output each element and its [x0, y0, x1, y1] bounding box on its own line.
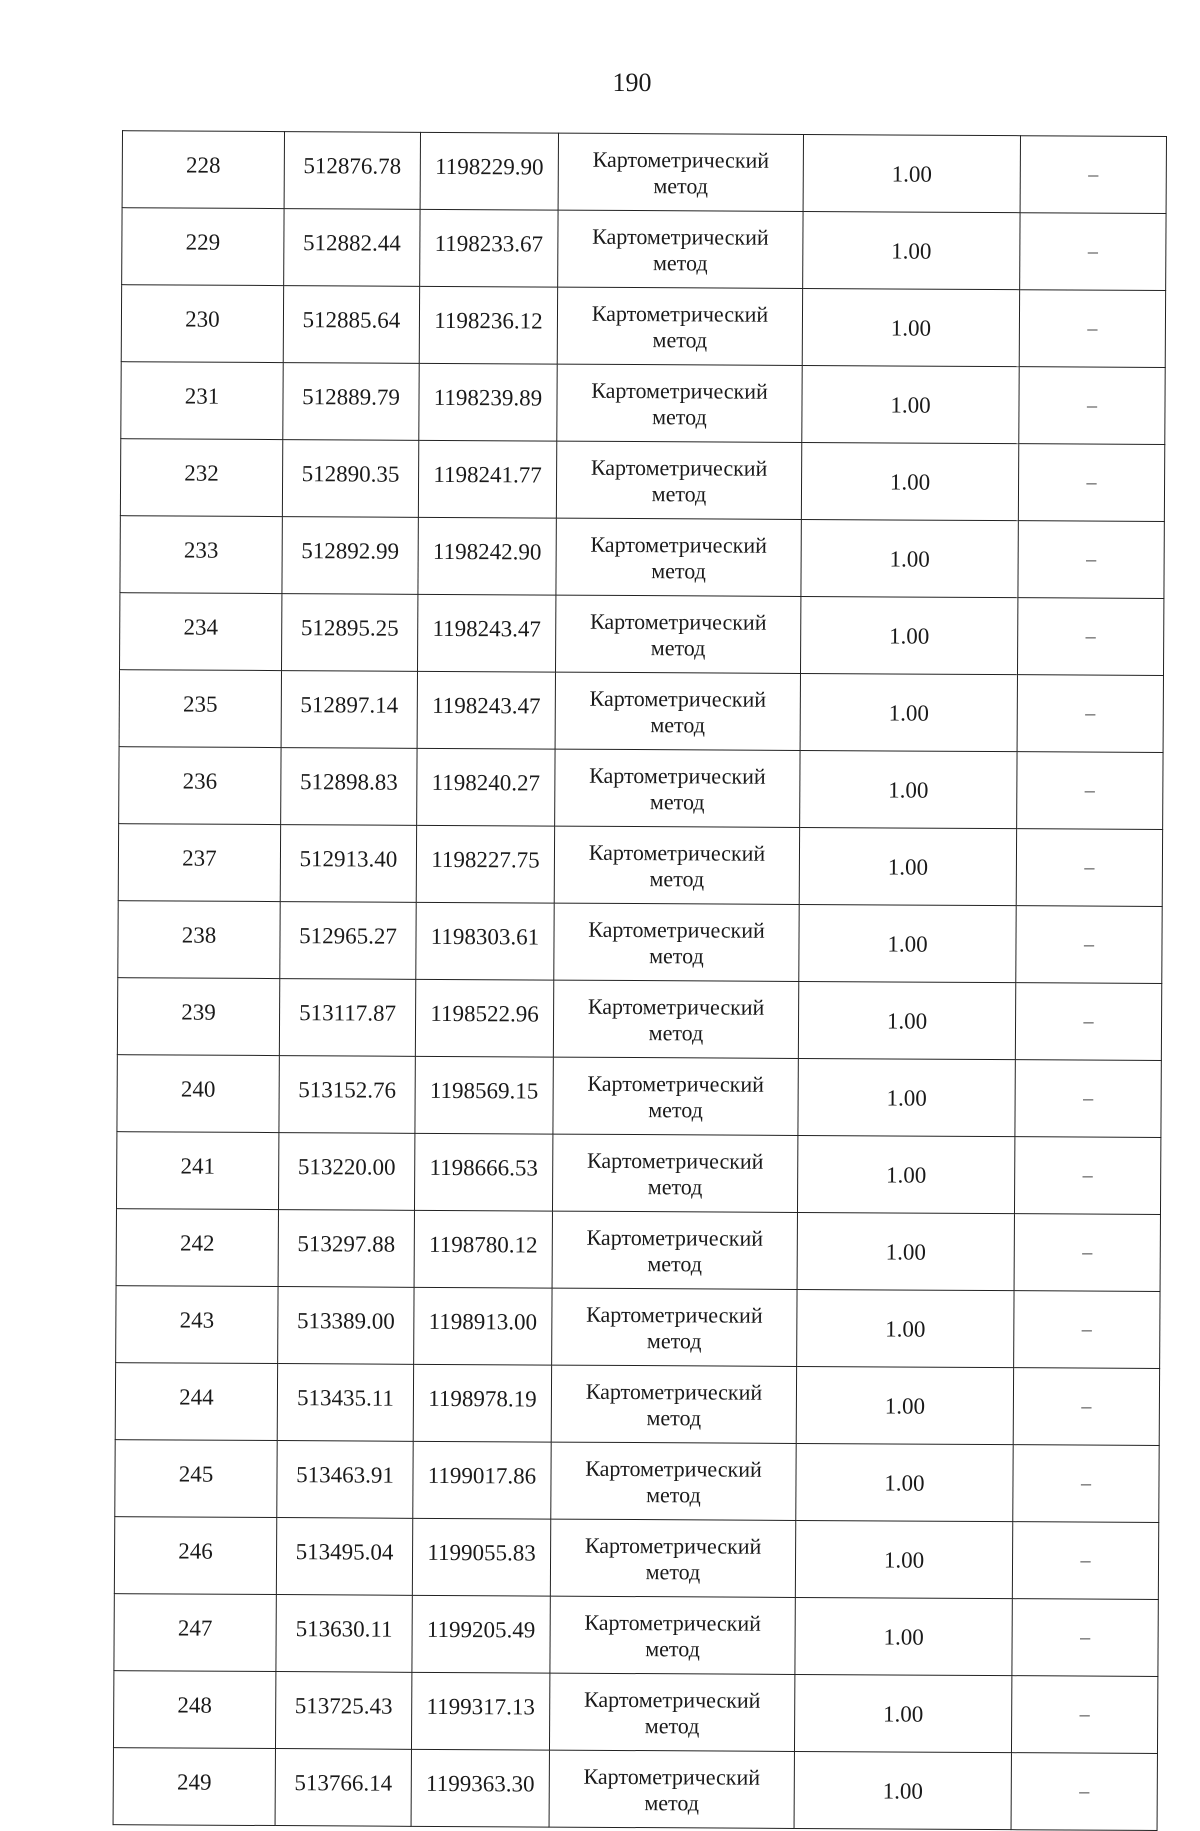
- method-line-2: метод: [648, 1097, 703, 1123]
- y-coordinate-cell: 1199055.83: [412, 1518, 550, 1596]
- table-row: [118, 901, 1162, 984]
- method-cell: [558, 133, 803, 211]
- method-line-2: метод: [647, 1251, 703, 1277]
- method-line-2: метод: [649, 866, 705, 892]
- method-cell: [555, 749, 800, 827]
- method-cell: [557, 364, 802, 442]
- accuracy-cell: 1.00: [803, 211, 1020, 289]
- x-coordinate-cell: 512889.79: [283, 363, 419, 441]
- x-coordinate-cell: 512892.99: [282, 517, 418, 595]
- accuracy-cell: 1.00: [797, 1289, 1014, 1367]
- point-number-cell: 234: [120, 593, 282, 671]
- y-coordinate-cell: 1199363.30: [411, 1749, 549, 1827]
- table-row: [118, 824, 1162, 907]
- y-coordinate-cell: 1198241.77: [418, 440, 556, 518]
- y-coordinate-cell: 1198522.96: [415, 979, 553, 1057]
- method-cell: [553, 1057, 798, 1135]
- method-line-1: Картометрический: [590, 454, 768, 481]
- method-cell: [551, 1442, 796, 1520]
- x-coordinate-cell: 513152.76: [279, 1056, 415, 1134]
- method-cell: [558, 210, 803, 288]
- point-number-cell: 229: [122, 208, 284, 286]
- point-number-cell: 228: [122, 131, 284, 209]
- method-cell: [552, 1211, 797, 1289]
- y-coordinate-cell: 1199017.86: [413, 1441, 551, 1519]
- method-line-1: Картометрический: [585, 1455, 762, 1482]
- x-coordinate-cell: 512885.64: [283, 286, 419, 364]
- table-row: [117, 978, 1161, 1061]
- method-line-2: метод: [651, 558, 706, 584]
- method-line-1: Картометрический: [583, 1763, 761, 1790]
- accuracy-cell: 1.00: [801, 519, 1018, 597]
- accuracy-cell: 1.00: [800, 750, 1017, 828]
- page-number: 190: [612, 68, 652, 97]
- note-cell: –: [1017, 675, 1163, 753]
- method-line-1: Картометрический: [592, 146, 770, 173]
- method-cell: [551, 1365, 796, 1443]
- method-line-2: метод: [651, 481, 707, 507]
- accuracy-cell: 1.00: [795, 1520, 1012, 1598]
- x-coordinate-cell: 512882.44: [284, 209, 420, 287]
- y-coordinate-cell: 1198242.90: [418, 517, 556, 595]
- method-cell: [552, 1134, 797, 1212]
- note-cell: –: [1020, 213, 1166, 291]
- y-coordinate-cell: 1198240.27: [417, 748, 555, 826]
- method-line-1: Картометрический: [589, 608, 767, 635]
- y-coordinate-cell: 1198913.00: [414, 1287, 552, 1365]
- note-cell: –: [1015, 1060, 1161, 1138]
- accuracy-cell: 1.00: [794, 1751, 1011, 1829]
- note-cell: –: [1018, 521, 1164, 599]
- method-cell: [549, 1750, 794, 1828]
- table-row: [120, 516, 1164, 599]
- y-coordinate-cell: 1198666.53: [414, 1133, 552, 1211]
- table-row: [116, 1286, 1160, 1369]
- method-cell: [555, 672, 800, 750]
- point-number-cell: 243: [116, 1286, 278, 1364]
- method-cell: [556, 441, 801, 519]
- method-line-1: Картометрический: [592, 223, 769, 250]
- table-row: [113, 1671, 1157, 1754]
- method-line-2: метод: [649, 943, 704, 969]
- method-line-2: метод: [645, 1636, 700, 1662]
- point-number-cell: 233: [120, 516, 282, 594]
- y-coordinate-cell: 1198303.61: [416, 902, 554, 980]
- method-cell: [553, 980, 798, 1058]
- method-line-1: Картометрический: [591, 300, 769, 327]
- note-cell: –: [1014, 1137, 1160, 1215]
- accuracy-cell: 1.00: [796, 1366, 1013, 1444]
- method-cell: [550, 1519, 795, 1597]
- method-cell: [554, 826, 799, 904]
- x-coordinate-cell: 513117.87: [279, 979, 415, 1057]
- y-coordinate-cell: 1198978.19: [413, 1364, 551, 1442]
- y-coordinate-cell: 1198229.90: [420, 132, 558, 210]
- method-line-2: метод: [653, 173, 709, 199]
- point-number-cell: 235: [119, 670, 281, 748]
- table-row: [115, 1363, 1159, 1446]
- x-coordinate-cell: 513495.04: [276, 1518, 412, 1596]
- point-number-cell: 249: [113, 1748, 275, 1826]
- table-row: [120, 593, 1164, 676]
- method-line-2: метод: [649, 789, 705, 815]
- y-coordinate-cell: 1198569.15: [415, 1056, 553, 1134]
- table-row: [119, 747, 1163, 830]
- method-line-1: Картометрический: [584, 1609, 761, 1636]
- point-number-cell: 241: [116, 1132, 278, 1210]
- x-coordinate-cell: 512876.78: [284, 132, 420, 210]
- accuracy-cell: 1.00: [799, 904, 1016, 982]
- method-cell: [549, 1673, 794, 1751]
- coordinates-table-wrapper: [113, 130, 1166, 1831]
- point-number-cell: 240: [117, 1055, 279, 1133]
- accuracy-cell: 1.00: [801, 442, 1018, 520]
- method-cell: [550, 1596, 795, 1674]
- table-row: [114, 1517, 1158, 1600]
- method-line-2: метод: [652, 250, 708, 276]
- point-number-cell: 231: [121, 362, 283, 440]
- x-coordinate-cell: 512897.14: [281, 671, 417, 749]
- method-line-1: Картометрический: [591, 377, 768, 404]
- point-number-cell: 245: [115, 1440, 277, 1518]
- note-cell: –: [1018, 444, 1164, 522]
- method-line-1: Картометрический: [587, 993, 765, 1020]
- note-cell: –: [1015, 983, 1161, 1061]
- method-line-2: метод: [650, 712, 706, 738]
- note-cell: –: [1013, 1445, 1159, 1523]
- table-row: [117, 1055, 1161, 1138]
- accuracy-cell: 1.00: [797, 1212, 1014, 1290]
- table-row: [122, 208, 1166, 291]
- point-number-cell: 242: [116, 1209, 278, 1287]
- note-cell: –: [1016, 829, 1162, 907]
- method-cell: [554, 903, 799, 981]
- note-cell: –: [1019, 367, 1165, 445]
- point-number-cell: 232: [120, 439, 282, 517]
- method-line-2: метод: [648, 1020, 704, 1046]
- point-number-cell: 244: [115, 1363, 277, 1441]
- method-line-1: Картометрический: [587, 1070, 765, 1097]
- x-coordinate-cell: 513435.11: [277, 1364, 413, 1442]
- y-coordinate-cell: 1198243.47: [417, 594, 555, 672]
- note-cell: –: [1016, 906, 1162, 984]
- accuracy-cell: 1.00: [803, 134, 1020, 212]
- method-line-1: Картометрический: [586, 1147, 764, 1174]
- note-cell: –: [1012, 1522, 1158, 1600]
- table-row: [116, 1132, 1160, 1215]
- x-coordinate-cell: 512913.40: [280, 825, 416, 903]
- x-coordinate-cell: 513220.00: [278, 1133, 414, 1211]
- method-cell: [555, 595, 800, 673]
- y-coordinate-cell: 1198227.75: [416, 825, 554, 903]
- note-cell: –: [1017, 598, 1163, 676]
- x-coordinate-cell: 513725.43: [275, 1672, 411, 1750]
- table-row: [115, 1440, 1159, 1523]
- accuracy-cell: 1.00: [802, 365, 1019, 443]
- x-coordinate-cell: 512890.35: [282, 440, 418, 518]
- y-coordinate-cell: 1199205.49: [412, 1595, 550, 1673]
- x-coordinate-cell: 513389.00: [278, 1287, 414, 1365]
- accuracy-cell: 1.00: [798, 1058, 1015, 1136]
- x-coordinate-cell: 513766.14: [275, 1749, 411, 1827]
- accuracy-cell: 1.00: [796, 1443, 1013, 1521]
- table-row: [120, 439, 1164, 522]
- note-cell: –: [1020, 136, 1166, 214]
- y-coordinate-cell: 1198233.67: [420, 209, 558, 287]
- note-cell: –: [1013, 1368, 1159, 1446]
- note-cell: –: [1014, 1214, 1160, 1292]
- method-line-1: Картометрический: [589, 685, 767, 712]
- y-coordinate-cell: 1198780.12: [414, 1210, 552, 1288]
- point-number-cell: 230: [121, 285, 283, 363]
- accuracy-cell: 1.00: [800, 596, 1017, 674]
- y-coordinate-cell: 1198236.12: [419, 286, 557, 364]
- method-line-1: Картометрический: [586, 1301, 763, 1328]
- method-line-1: Картометрический: [588, 916, 765, 943]
- method-line-2: метод: [652, 327, 708, 353]
- point-number-cell: 238: [118, 901, 280, 979]
- method-line-1: Картометрический: [586, 1224, 764, 1251]
- y-coordinate-cell: 1198239.89: [419, 363, 557, 441]
- table-row: [119, 670, 1163, 753]
- x-coordinate-cell: 513630.11: [276, 1595, 412, 1673]
- table-body: [113, 131, 1166, 1831]
- accuracy-cell: 1.00: [795, 1597, 1012, 1675]
- table-row: [122, 131, 1166, 214]
- point-number-cell: 237: [118, 824, 280, 902]
- method-line-1: Картометрический: [584, 1532, 762, 1559]
- x-coordinate-cell: 512895.25: [282, 594, 418, 672]
- point-number-cell: 239: [117, 978, 279, 1056]
- table-row: [116, 1209, 1160, 1292]
- note-cell: –: [1011, 1676, 1157, 1754]
- method-line-1: Картометрический: [590, 531, 768, 558]
- y-coordinate-cell: 1199317.13: [411, 1672, 549, 1750]
- table-row: [113, 1748, 1157, 1831]
- point-number-cell: 247: [114, 1594, 276, 1672]
- accuracy-cell: 1.00: [800, 673, 1017, 751]
- point-number-cell: 246: [114, 1517, 276, 1595]
- method-line-2: метод: [644, 1790, 700, 1816]
- accuracy-cell: 1.00: [802, 288, 1019, 366]
- x-coordinate-cell: 512965.27: [280, 902, 416, 980]
- x-coordinate-cell: 513463.91: [277, 1441, 413, 1519]
- method-line-1: Картометрический: [583, 1686, 761, 1713]
- note-cell: –: [1014, 1291, 1160, 1369]
- method-cell: [557, 287, 802, 365]
- table-row: [121, 362, 1165, 445]
- method-line-1: Картометрический: [588, 839, 766, 866]
- method-line-2: метод: [647, 1174, 703, 1200]
- x-coordinate-cell: 512898.83: [281, 748, 417, 826]
- y-coordinate-cell: 1198243.47: [417, 671, 555, 749]
- table-row: [114, 1594, 1158, 1677]
- accuracy-cell: 1.00: [799, 827, 1016, 905]
- method-cell: [552, 1288, 797, 1366]
- accuracy-cell: 1.00: [794, 1674, 1011, 1752]
- method-line-2: метод: [645, 1559, 701, 1585]
- point-number-cell: 236: [119, 747, 281, 825]
- method-line-2: метод: [650, 635, 706, 661]
- method-line-2: метод: [646, 1405, 702, 1431]
- method-cell: [556, 518, 801, 596]
- method-line-1: Картометрический: [589, 762, 766, 789]
- point-number-cell: 248: [113, 1671, 275, 1749]
- method-line-2: метод: [646, 1328, 702, 1354]
- method-line-2: метод: [646, 1482, 701, 1508]
- note-cell: –: [1019, 290, 1165, 368]
- x-coordinate-cell: 513297.88: [278, 1210, 414, 1288]
- method-line-2: метод: [652, 404, 707, 430]
- note-cell: –: [1012, 1599, 1158, 1677]
- note-cell: –: [1011, 1753, 1157, 1831]
- accuracy-cell: 1.00: [797, 1135, 1014, 1213]
- coordinates-table: [113, 130, 1167, 1831]
- accuracy-cell: 1.00: [798, 981, 1015, 1059]
- method-line-2: метод: [644, 1713, 700, 1739]
- method-line-1: Картометрический: [585, 1378, 763, 1405]
- table-row: [121, 285, 1165, 368]
- note-cell: –: [1017, 752, 1163, 830]
